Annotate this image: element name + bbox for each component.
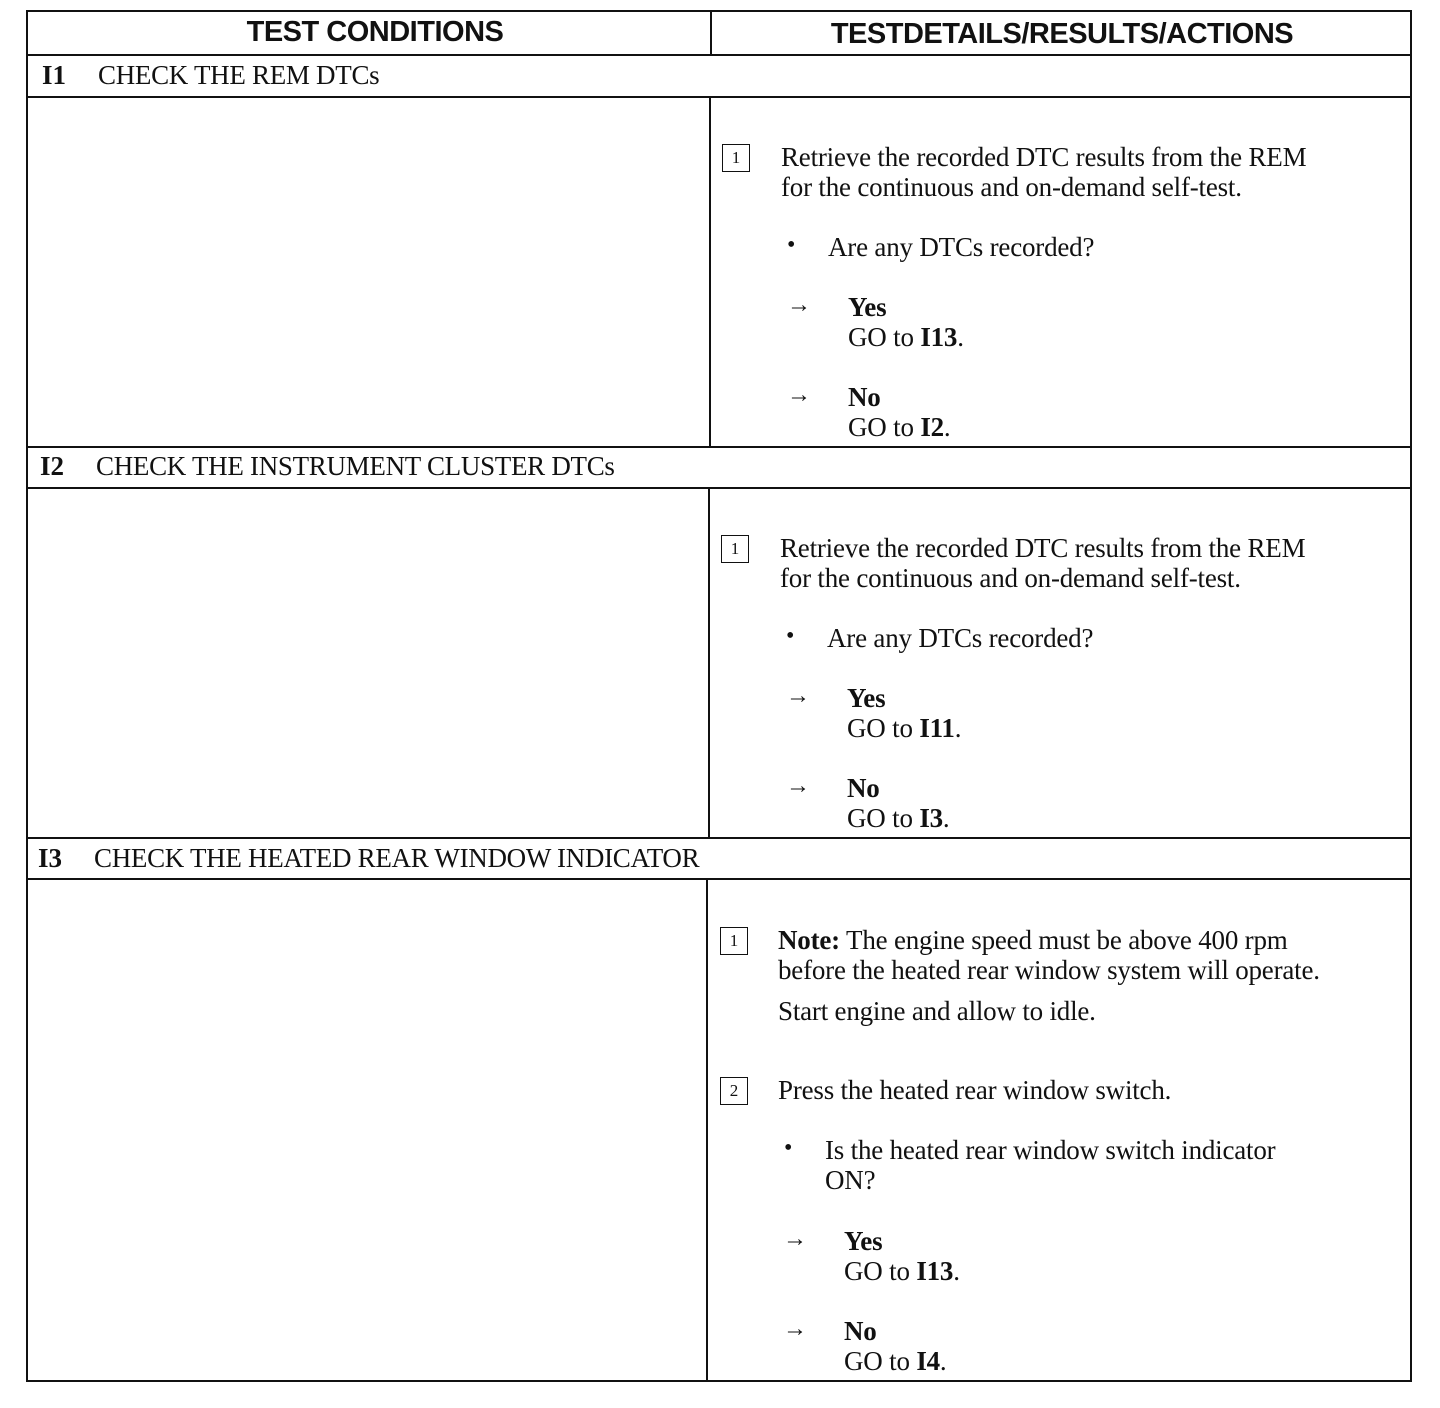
yes-action: GO to I13. — [844, 1256, 960, 1286]
step-1-action: Start engine and allow to idle. — [778, 996, 1096, 1026]
rule-under-i3-title — [28, 878, 1410, 880]
bullet-icon: • — [786, 623, 795, 649]
step-1-box: 1 — [720, 927, 748, 955]
step-1-box: 1 — [721, 535, 749, 563]
yes-action: GO to I11. — [847, 713, 962, 743]
divider-i3 — [706, 878, 708, 1380]
no-label: No — [847, 773, 880, 803]
divider-i1 — [709, 96, 711, 446]
bullet-icon: • — [787, 232, 796, 258]
header-test-details: TESTDETAILS/RESULTS/ACTIONS — [830, 18, 1294, 50]
arrow-right-icon: → — [787, 292, 811, 318]
question: Are any DTCs recorded? — [828, 232, 1095, 262]
step-2-box: 2 — [720, 1077, 748, 1105]
step-1-line-2: for the continuous and on-demand self-test. — [780, 563, 1241, 593]
question-line-2: ON? — [825, 1165, 876, 1195]
arrow-right-icon: → — [783, 1226, 807, 1252]
no-label: No — [848, 382, 881, 412]
step-1-box: 1 — [722, 144, 750, 172]
section-title-i1: CHECK THE REM DTCs — [98, 60, 380, 90]
rule-above-i2 — [28, 446, 1410, 448]
yes-action: GO to I13. — [848, 322, 964, 352]
yes-label: Yes — [848, 292, 887, 322]
no-action: GO to I4. — [844, 1346, 947, 1376]
no-action: GO to I3. — [847, 803, 950, 833]
rule-under-i2-title — [28, 487, 1410, 489]
step-1-line-1: Retrieve the recorded DTC results from the REM — [780, 533, 1306, 563]
section-id-i3: I3 — [38, 843, 63, 873]
question: Are any DTCs recorded? — [827, 623, 1094, 653]
step-1-line-2: for the continuous and on-demand self-test. — [781, 172, 1242, 202]
step-2-text: Press the heated rear window switch. — [778, 1075, 1172, 1105]
section-id-i2: I2 — [40, 451, 65, 481]
rule-above-i3 — [28, 837, 1410, 839]
arrow-right-icon: → — [787, 382, 811, 408]
yes-label: Yes — [844, 1226, 883, 1256]
note-line-2: before the heated rear window system will operate. — [778, 955, 1320, 985]
note-line-1: Note: The engine speed must be above 400 rpm — [778, 925, 1288, 955]
yes-label: Yes — [847, 683, 886, 713]
section-title-i3: CHECK THE HEATED REAR WINDOW INDICATOR — [94, 843, 700, 873]
no-action: GO to I2. — [848, 412, 951, 442]
divider-i2 — [708, 487, 710, 837]
section-id-i1: I1 — [42, 60, 67, 90]
rule-under-header — [28, 54, 1410, 56]
divider-header — [710, 12, 712, 54]
step-1-line-1: Retrieve the recorded DTC results from the REM — [781, 142, 1307, 172]
no-label: No — [844, 1316, 877, 1346]
diagnostic-table — [26, 10, 1412, 1382]
arrow-right-icon: → — [783, 1316, 807, 1342]
rule-under-i1-title — [28, 96, 1410, 98]
section-title-i2: CHECK THE INSTRUMENT CLUSTER DTCs — [96, 451, 615, 481]
arrow-right-icon: → — [786, 773, 810, 799]
header-test-conditions: TEST CONDITIONS — [246, 16, 504, 48]
arrow-right-icon: → — [786, 683, 810, 709]
bullet-icon: • — [784, 1135, 793, 1161]
question-line-1: Is the heated rear window switch indicator — [825, 1135, 1276, 1165]
